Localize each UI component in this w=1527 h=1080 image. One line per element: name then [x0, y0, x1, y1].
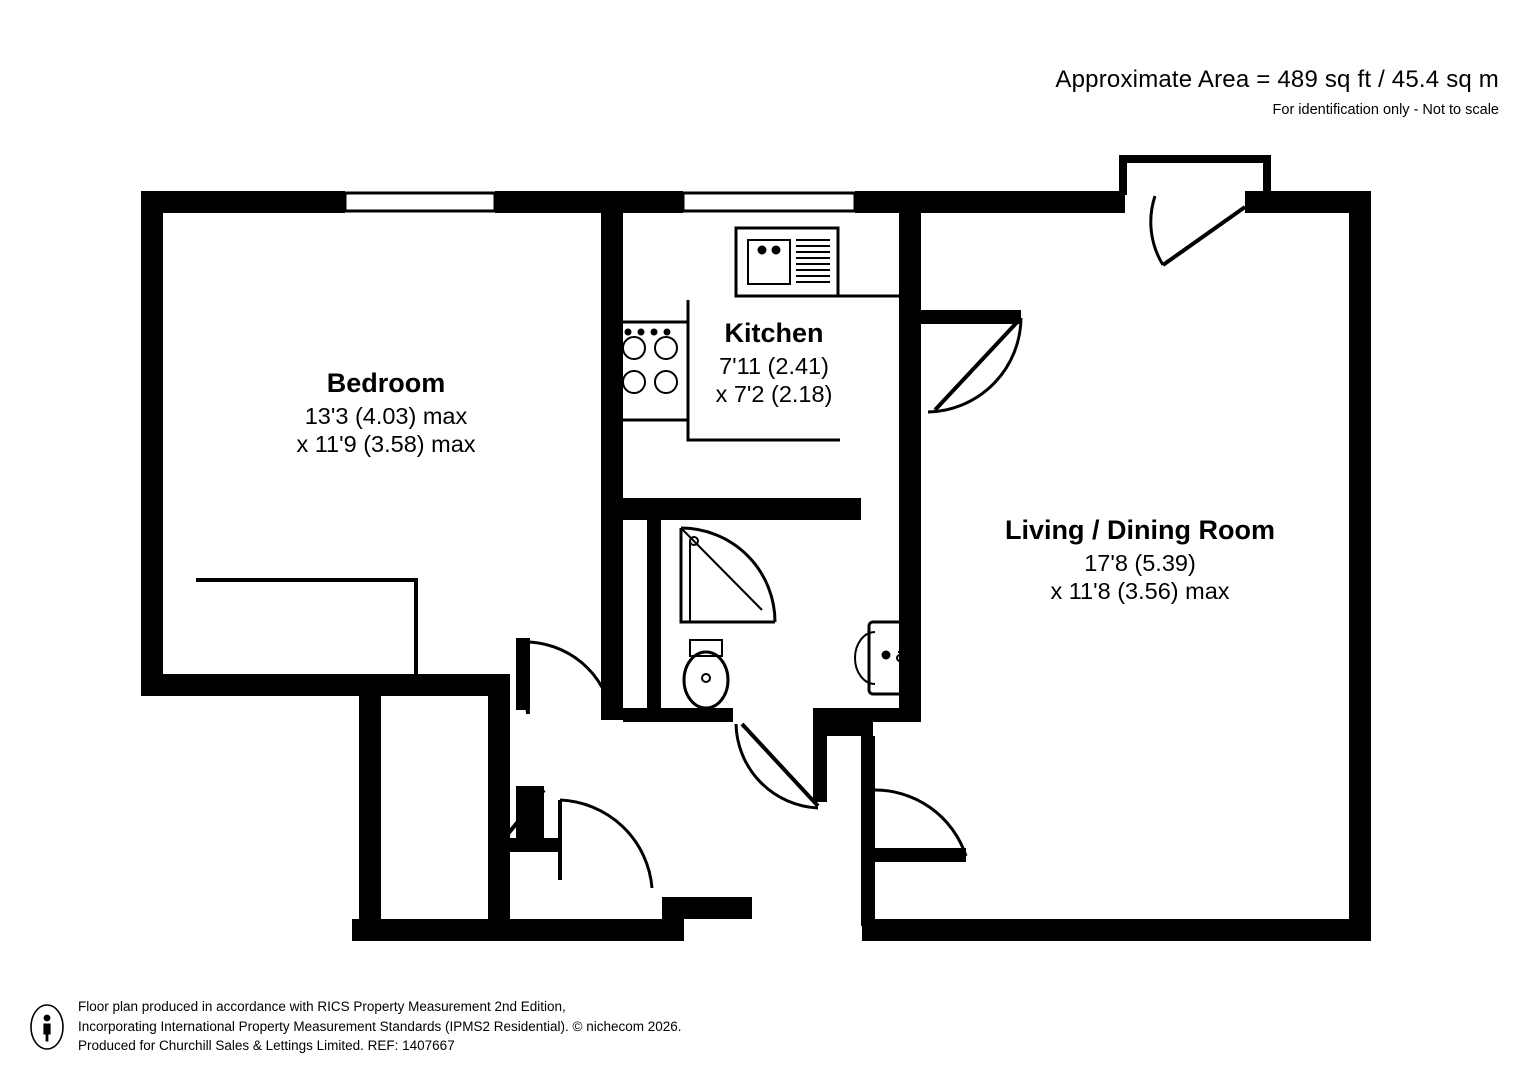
room-label-bedroom [186, 368, 586, 458]
room-label-living-dining [900, 515, 1380, 605]
wall-top-right-a [855, 191, 1125, 213]
scale-disclaimer-text: For identification only - Not to scale [1272, 102, 1499, 118]
wall-kitchen-bottom [601, 498, 861, 520]
sink-tap2-icon [773, 247, 779, 253]
room-dim-kitchen-2: x 7'2 (2.18) [715, 380, 833, 407]
wall-hall-living-c [861, 848, 966, 862]
room-name-bedroom: Bedroom [326, 368, 446, 398]
wall-kitchen-door-head [921, 310, 1021, 324]
footer-line-2-wrap [78, 1017, 682, 1037]
wall-hall-right [488, 674, 510, 921]
wall-cupboard-top [359, 674, 510, 696]
window-bedroom [345, 193, 495, 211]
basin-bowl-icon [855, 632, 875, 684]
wall-bottom-right [862, 919, 1371, 941]
footer-copyright: © nichecom 2026. [572, 1018, 682, 1034]
sink-tap-icon [759, 247, 765, 253]
door-swing-living [872, 790, 966, 856]
wall-left-outer [141, 191, 163, 696]
room-dim-kitchen-1: 7'11 (2.41) [719, 352, 829, 379]
shower-door-line-icon [681, 528, 762, 610]
wall-hall-left [359, 674, 381, 919]
wall-bedroom-right [601, 191, 623, 720]
toilet-icon [684, 652, 728, 708]
wall-hall-living-head [813, 722, 873, 736]
footer-line-1: Floor plan produced in accordance with RICS Property Measurement 2nd Edition, [78, 999, 566, 1015]
door-swing-entrance [1151, 196, 1163, 265]
sink-basin-icon [748, 240, 790, 284]
basin-plug-icon [883, 652, 889, 658]
wall-bath-left [647, 520, 661, 720]
footer-text [78, 997, 682, 1056]
sink-icon [736, 228, 838, 296]
toilet-cistern-icon [690, 640, 722, 656]
wardrobe-end-line [414, 578, 418, 674]
window-kitchen [683, 193, 855, 211]
wall-entry-jamb-right [1263, 155, 1271, 195]
approximate-area-text: Approximate Area = 489 sq ft / 45.4 sq m [1055, 66, 1499, 93]
room-dim-living-2: x 11'8 (3.56) max [1050, 577, 1230, 604]
footer-line-3: Produced for Churchill Sales & Lettings Limited. REF: 1407667 [78, 1038, 455, 1054]
room-dim-bedroom-1: 13'3 (4.03) max [304, 402, 468, 429]
wall-entry-head [1119, 155, 1271, 163]
wall-lower-left-step [141, 674, 381, 696]
wall-bottom-left [352, 919, 684, 941]
door-swing-hall [560, 800, 652, 888]
footer-line-2: Incorporating International Property Measurement Standards (IPMS2 Residential). [78, 1018, 569, 1034]
room-dim-living-1: 17'8 (5.39) [1084, 549, 1196, 576]
wall-bath-bottom-left [623, 708, 733, 722]
footer [30, 997, 682, 1056]
room-dim-bedroom-2: x 11'9 (3.58) max [296, 430, 476, 457]
sink-drainer-icon [796, 240, 830, 282]
room-name-living-dining: Living / Dining Room [1005, 515, 1275, 545]
toilet-seat-detail-icon [702, 674, 710, 682]
wall-bath-bottom-right [813, 708, 921, 722]
wardrobe-line [196, 578, 418, 582]
room-name-kitchen: Kitchen [724, 318, 824, 348]
person-icon [30, 1004, 64, 1050]
door-swing-bedroom [524, 642, 612, 716]
door-leaf-bathroom [742, 724, 818, 806]
door-leaf-entrance [1163, 207, 1245, 265]
wall-entry-jamb-left [1119, 155, 1127, 195]
room-label-kitchen [634, 318, 914, 408]
wall-top-left [141, 191, 345, 213]
wall-top-mid [495, 191, 683, 213]
wall-kitchen-right-upper [899, 191, 921, 311]
